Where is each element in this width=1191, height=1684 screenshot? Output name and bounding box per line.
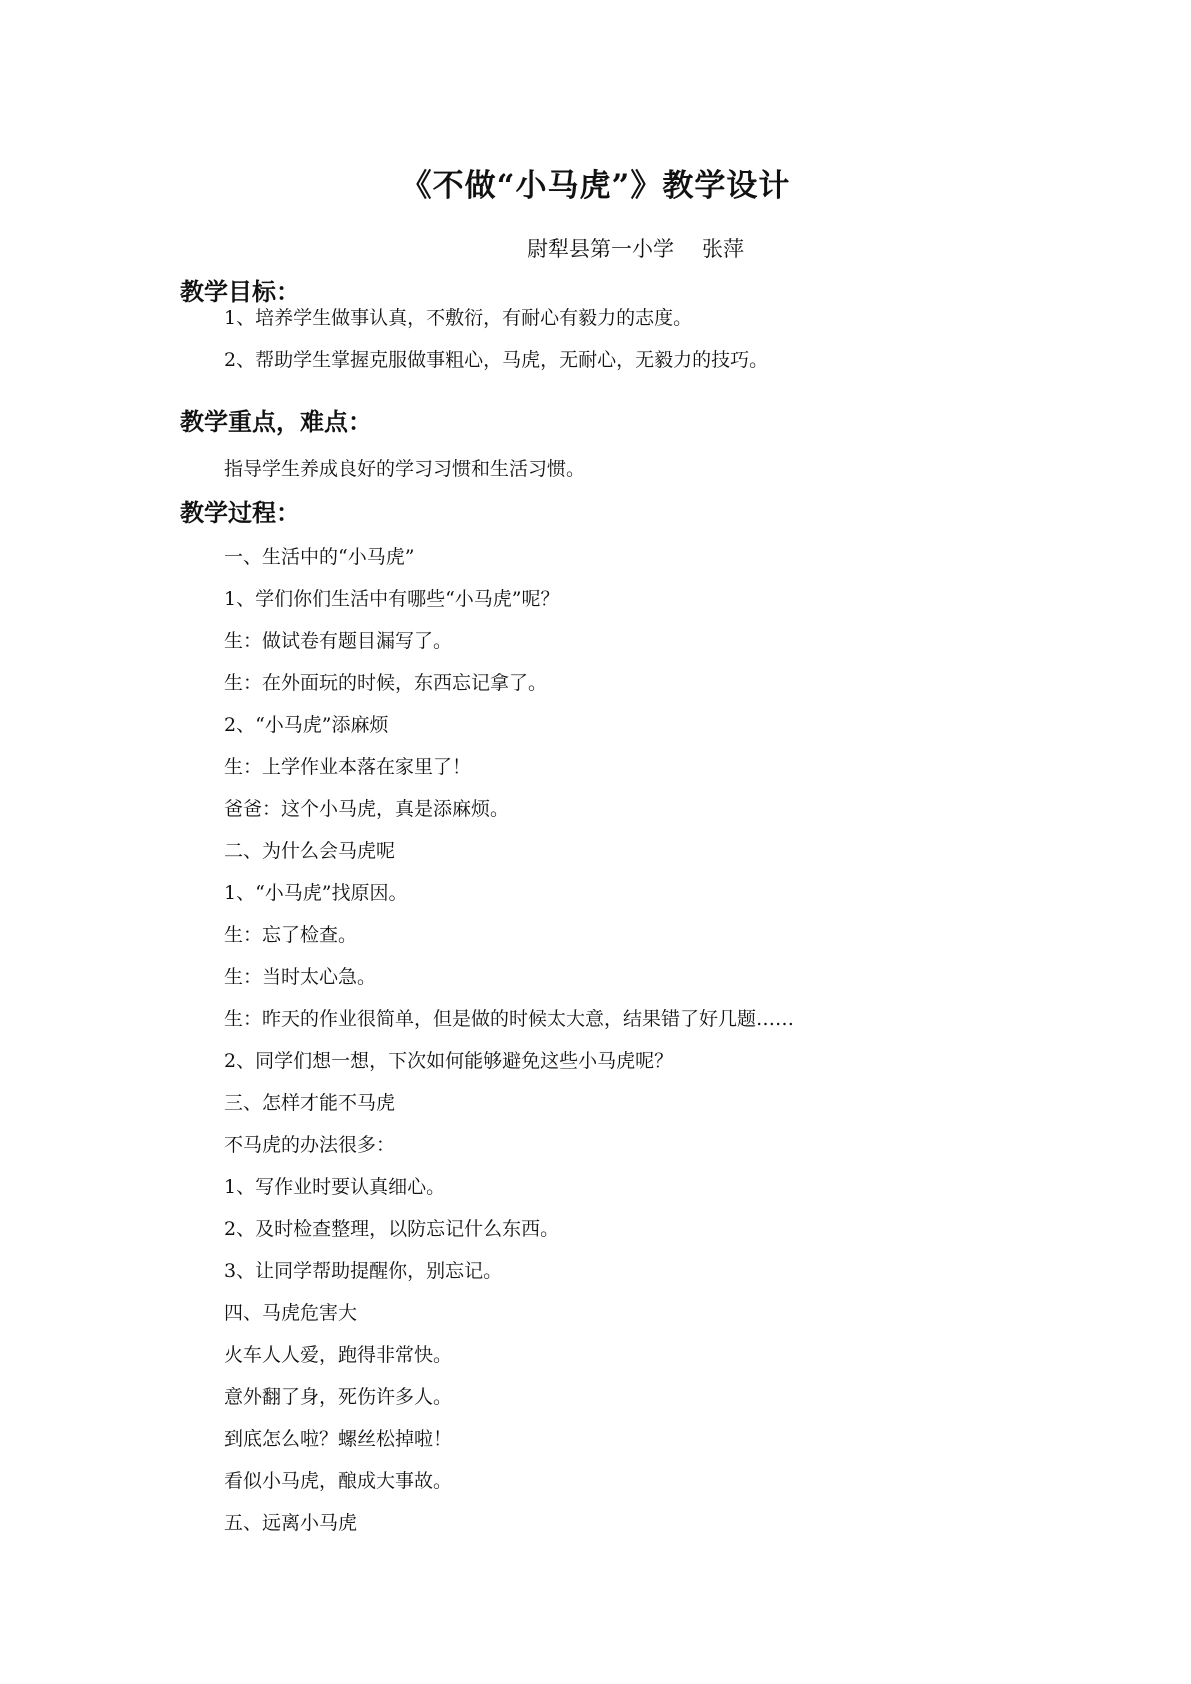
process-line: 生：上学作业本落在家里了！ [224,756,472,778]
process-line: 五、远离小马虎 [224,1512,358,1534]
process-line: 生：昨天的作业很简单，但是做的时候太大意，结果错了好几题…… [224,1008,795,1030]
process-line: 2、及时检查整理，以防忘记什么东西。 [224,1218,560,1240]
process-line: 一、生活中的“小马虎” [224,546,415,568]
goal-line: 1、培养学生做事认真，不敷衍，有耐心有毅力的志度。 [224,307,693,329]
process-line: 1、学们你们生活中有哪些“小马虎”呢？ [224,588,560,610]
goal-line: 2、帮助学生掌握克服做事粗心，马虎，无耐心，无毅力的技巧。 [224,349,769,371]
process-line: 不马虎的办法很多： [224,1134,396,1156]
section-heading-goals: 教学目标： [180,277,300,306]
process-line: 火车人人爱，跑得非常快。 [224,1344,453,1366]
process-line: 爸爸：这个小马虎，真是添麻烦。 [224,798,510,820]
process-line: 1、写作业时要认真细心。 [224,1176,446,1198]
section-heading-process: 教学过程： [180,498,300,527]
process-line: 3、让同学帮助提醒你，别忘记。 [224,1260,503,1282]
author-name: 张萍 [702,237,744,261]
process-line: 看似小马虎，酿成大事故。 [224,1470,453,1492]
process-line: 三、怎样才能不马虎 [224,1092,396,1114]
author-school: 尉犁县第一小学 [527,237,674,261]
document-title: 《不做“小马虎”》教学设计 [400,168,791,204]
process-line: 生：当时太心急。 [224,966,377,988]
process-line: 2、“小马虎”添麻烦 [224,714,389,736]
process-line: 二、为什么会马虎呢 [224,840,396,862]
process-line: 到底怎么啦？螺丝松掉啦！ [224,1428,453,1450]
section-heading-key-points: 教学重点，难点： [180,407,372,436]
process-line: 生：在外面玩的时候，东西忘记拿了。 [224,672,548,694]
key-point-line: 指导学生养成良好的学习习惯和生活习惯。 [224,458,586,480]
author-line [0,234,1191,264]
process-line: 1、“小马虎”找原因。 [224,882,408,904]
process-line: 生：做试卷有题目漏写了。 [224,630,453,652]
process-line: 生：忘了检查。 [224,924,358,946]
process-line: 意外翻了身，死伤许多人。 [224,1386,453,1408]
process-line: 2、同学们想一想，下次如何能够避免这些小马虎呢？ [224,1050,674,1072]
process-line: 四、马虎危害大 [224,1302,358,1324]
